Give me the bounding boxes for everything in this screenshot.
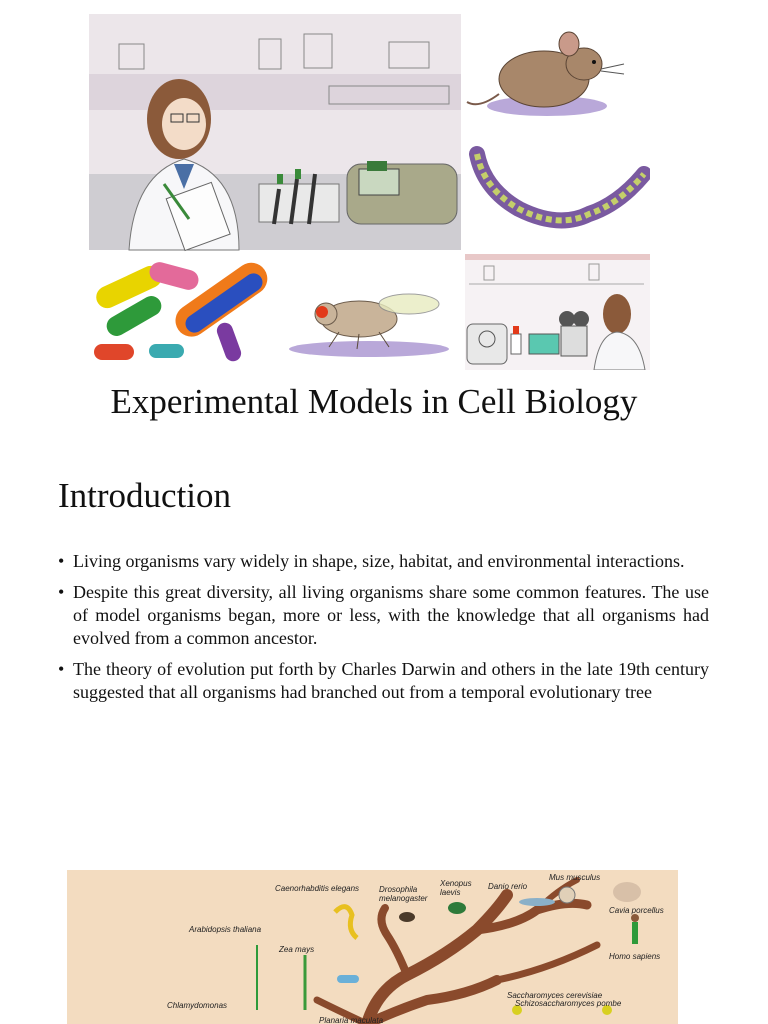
bullet-text: The theory of evolution put forth by Charles Darwin and others in the late 19th century suggested that all organisms had branched out from a temporal evolutionary tree (73, 659, 709, 702)
list-item (58, 658, 709, 704)
species-label: Chlamydomonas (167, 1001, 228, 1010)
bullet-text: Living organisms vary widely in shape, size, habitat, and environmental interactions. (73, 551, 685, 571)
species-label: Cavia porcellus (609, 906, 664, 915)
species-label: Danio rerio (488, 882, 528, 891)
species-label: melanogaster (379, 894, 428, 903)
bullet-icon: • (58, 582, 65, 602)
lab-equipment-illustration (465, 254, 650, 370)
species-label: Planaria maculata (319, 1016, 384, 1024)
species-label: Drosophila (379, 885, 418, 894)
page-title: Experimental Models in Cell Biology (110, 382, 638, 421)
species-label: Saccharomyces cerevisiae (507, 991, 603, 1000)
list-item (58, 550, 709, 573)
lab-scientist-illustration (89, 14, 461, 251)
species-label: Caenorhabditis elegans (275, 884, 360, 893)
fruit-fly-illustration (277, 254, 462, 370)
species-label: laevis (440, 888, 461, 897)
worm-illustration (464, 132, 650, 250)
species-label: Homo sapiens (609, 952, 661, 961)
model-organisms-illustration (89, 14, 650, 370)
bacteria-illustration (89, 254, 274, 370)
evolutionary-tree-illustration (67, 870, 678, 1024)
bullet-list (58, 550, 709, 712)
bullet-text: Despite this great diversity, all living organisms share some common features. The use of model organisms began, more or less, with the knowledge that all organisms had evolved from a common ancestor. (73, 582, 709, 648)
species-label: Xenopus (440, 879, 472, 888)
species-label: Schizosaccharomyces pombe (515, 999, 622, 1008)
bullet-icon: • (58, 659, 65, 679)
section-heading: Introduction (58, 476, 232, 515)
species-label: Zea mays (279, 945, 315, 954)
bullet-icon: • (58, 551, 65, 571)
species-label: Arabidopsis thaliana (189, 925, 262, 934)
species-label: Mus musculus (549, 873, 601, 882)
list-item (58, 581, 709, 650)
mouse-illustration (464, 14, 650, 132)
